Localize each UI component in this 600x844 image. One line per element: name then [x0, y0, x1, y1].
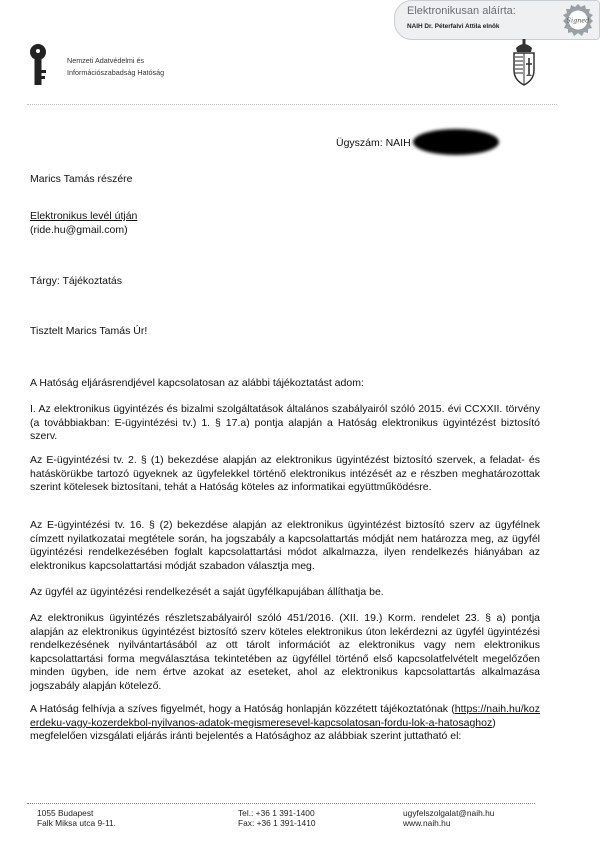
org-line-2: Információszabadság Hatóság [67, 68, 165, 77]
paragraph-3: Az E-ügyintézési tv. 16. § (2) bekezdése alapján az elektronikus ügyintézést biztosító szerv az ügyfélnek címzett nyilatkozatai megtétele során, ha jogszabály a kapcsolattartás módját nem határozza meg, az ügyfél ügyintézési rendelkezésében foglalt kapcsolattartási módot alkalmazza, ilyen rendelkezés hiányában az elektronikus kapcsolattartási módját szabadon választja meg. [30, 519, 540, 572]
case-number: Ügyszám: NAIH [336, 137, 411, 149]
signature-title: Elektronikusan aláírta: [407, 5, 516, 17]
footer-fax: Fax: +36 1 391-1410 [238, 818, 316, 828]
organization-name [67, 55, 164, 79]
naih-info-link[interactable]: https://naih.hu/kozerdeku-vagy-kozerdekbol-nyilvanos-adatok-megismeresevel-kapcsolatosan-fordu-lok-a-hatosaghoz [30, 703, 540, 729]
footer-email[interactable]: ugyfelszolgalat@naih.hu [403, 808, 495, 818]
paragraph-2: Az E-ügyintézési tv. 2. § (1) bekezdése alapján az elektronikus ügyintézést biztosító szervek, a feladat- és hatáskörükbe tartozó ügyeknek az ügyfelekkel történő elektronikus intézését az e részben meghatározottak szerint kötelesek biztosítani, tehát a Hatóság köteles az informatikai együttműködésre. [30, 454, 540, 493]
coat-of-arms-icon [510, 38, 538, 86]
svg-text:Signed: Signed [566, 16, 590, 25]
paragraph-1: I. Az elektronikus ügyintézés és bizalmi szolgáltatások általános szabályairól szóló 2015. évi CCXXII. törvény (a továbbiakban: E-ügyintézési tv.) 1. § 17.a) pontja alapján a Hatóság elektronikus ügyintézést biztosító szerv. [30, 403, 540, 442]
footer-web[interactable]: www.naih.hu [403, 818, 451, 828]
paragraph-6 [30, 703, 540, 744]
footer-address [37, 808, 116, 828]
paragraph-5: Az elektronikus ügyintézés részletszabályairól szóló 451/2016. (XII. 19.) Korm. rendelet 23. § a) pontja alapján az elektronikus ügyintézést biztosító szerv köteles elektronikus úton lekérdezni az ügyfél ügyintézési rendelkezésének nyilvántartásából az ott tárolt információt az elektronikus vagy nem elektronikus kapcsolattartási forma megválasztása tekintetében az ügyféllel történő első kapcsolatfelvételt megelőzően minden ügyben, ide nem értve azokat az eseteket, ahol az elektronikus kapcsolattartás alkalmazása jogszabály alapján kötelező. [30, 612, 540, 692]
naih-key-logo-icon [28, 43, 48, 85]
footer-contact [403, 808, 494, 828]
subject-line: Tárgy: Tájékoztatás [30, 275, 123, 287]
header-divider [27, 104, 557, 105]
redaction-mark [413, 129, 499, 155]
footer-divider [27, 803, 535, 804]
signature-signer: NAIH Dr. Péterfalvi Attila elnök [407, 23, 500, 30]
footer-address-line-1: 1055 Budapest [37, 808, 94, 818]
paragraph-6-end: ) megfelelően vizsgálati eljárás iránti bejelentés a Hatósághoz az alábbiak szerint juttatható el: [30, 716, 496, 742]
footer-phone [238, 808, 316, 828]
delivery-method: Elektronikus levél útján [30, 210, 138, 222]
signature-seal-icon [561, 3, 595, 37]
paragraph-6-start: A Hatóság felhívja a szíves figyelmét, hogy a Hatóság honlapján közzétett tájékoztatónak ( [30, 703, 455, 715]
footer-address-line-2: Falk Miksa utca 9-11. [37, 818, 116, 828]
paragraph-intro: A Hatóság eljárásrendjével kapcsolatosan az alábbi tájékoztatást adom: [30, 377, 364, 389]
org-line-1: Nemzeti Adatvédelmi és [67, 56, 145, 65]
recipient: Marics Tamás részére [30, 173, 133, 185]
recipient-email: (ride.hu@gmail.com) [30, 224, 128, 236]
salutation: Tisztelt Marics Tamás Úr! [30, 325, 148, 337]
footer-tel: Tel.: +36 1 391-1400 [238, 808, 315, 818]
paragraph-4: Az ügyfél az ügyintézési rendelkezését a saját ügyfélkapujában állíthatja be. [30, 586, 384, 598]
